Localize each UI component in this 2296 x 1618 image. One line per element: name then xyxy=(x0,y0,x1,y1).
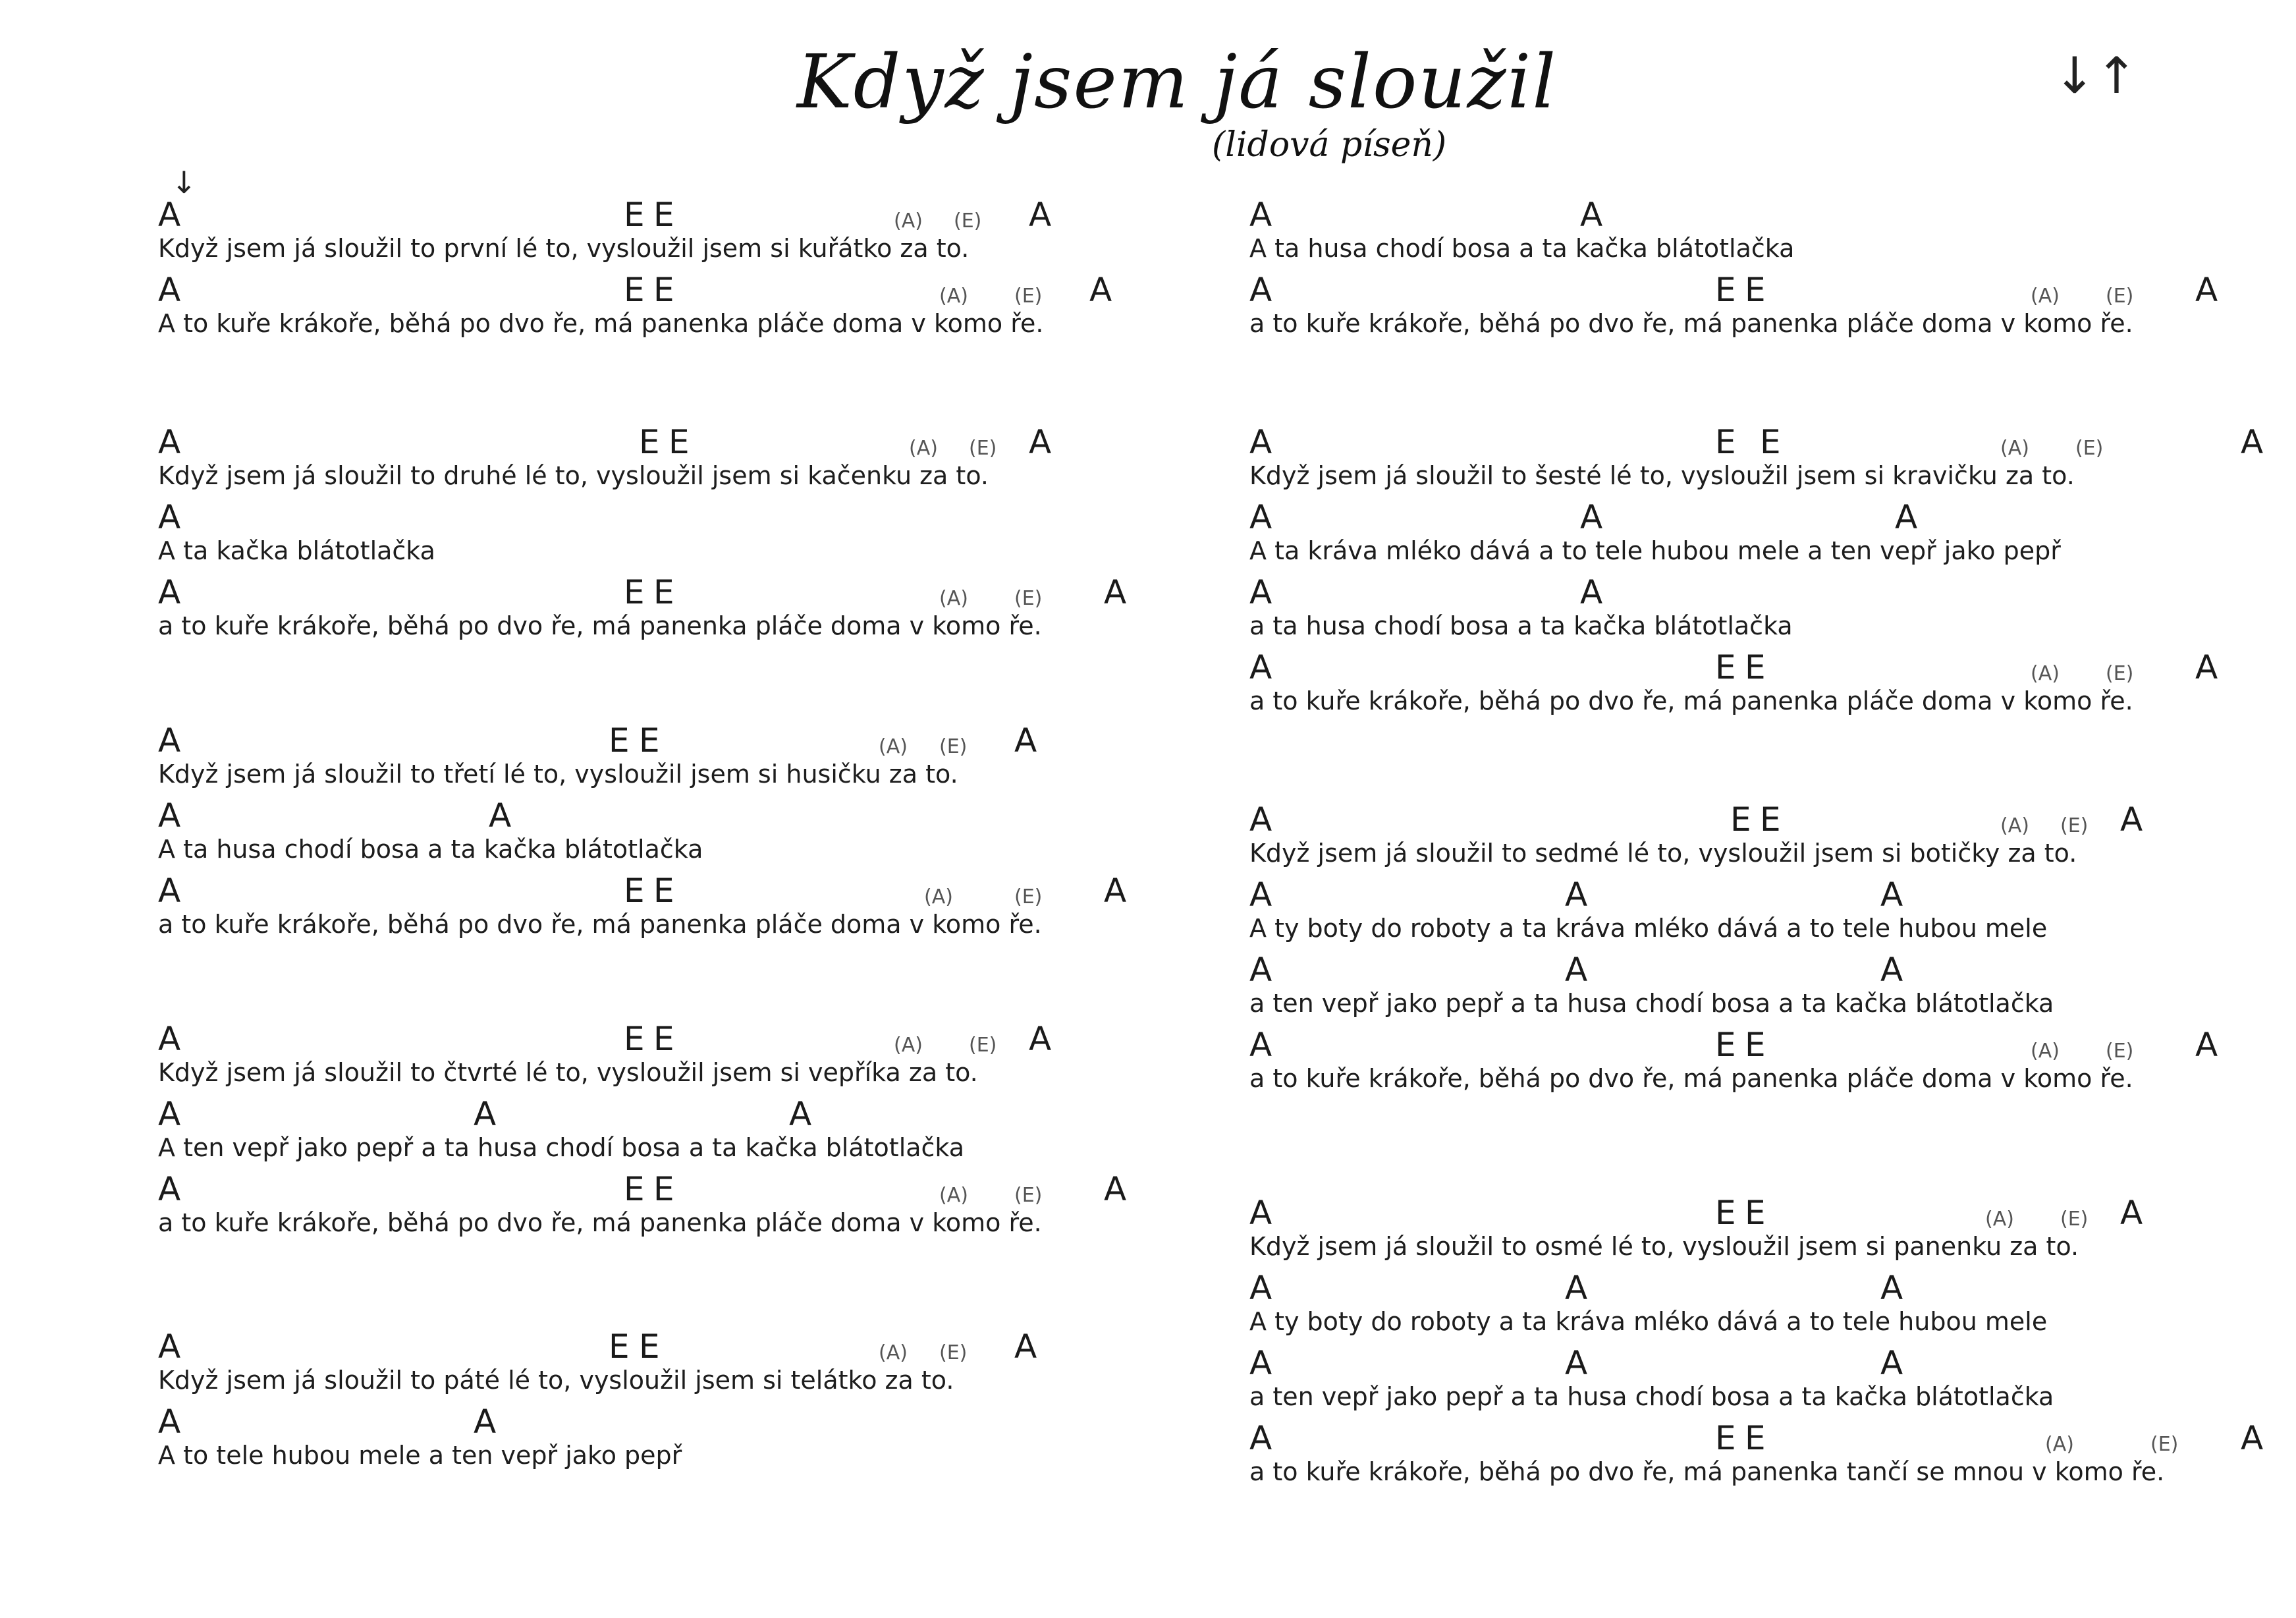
chord-symbol: A xyxy=(789,1095,812,1133)
chord-symbol: A xyxy=(158,1403,181,1441)
chord-symbol: E xyxy=(639,423,660,461)
lyric-text: a to kuře krákoře, běhá po dvo ře, má panenka pláče doma v komo ře. xyxy=(1249,686,2133,715)
chord-symbol: A xyxy=(1580,498,1603,536)
chord-symbol: A xyxy=(1580,196,1603,234)
optional-chord-symbol: (E) xyxy=(969,437,997,460)
optional-chord-symbol: (E) xyxy=(939,735,968,758)
chord-symbol: A xyxy=(1880,951,1903,989)
lyric-line xyxy=(158,874,1146,947)
chord-symbol: A xyxy=(1249,1344,1272,1382)
lyric-text: a to kuře krákoře, běhá po dvo ře, má panenka pláče doma v komo ře. xyxy=(158,910,1042,939)
chord-symbol: E xyxy=(1715,423,1736,461)
chord-symbol: E xyxy=(669,423,690,461)
chord-symbol: E xyxy=(609,1327,630,1366)
chord-symbol: A xyxy=(2120,800,2143,839)
chord-symbol: A xyxy=(1249,196,1272,234)
chord-symbol: A xyxy=(1249,800,1272,839)
chord-symbol: A xyxy=(1089,271,1112,309)
chord-symbol: E xyxy=(1760,800,1781,839)
lyric-text: Když jsem já sloužil to šesté lé to, vysloužil jsem si kravičku za to. xyxy=(1249,461,2075,490)
lyric-line xyxy=(158,198,1146,271)
chord-symbol: E xyxy=(1715,1026,1736,1064)
chord-symbol: A xyxy=(1104,872,1127,910)
chord-symbol: A xyxy=(1249,271,1272,309)
lyric-text: a to kuře krákoře, běhá po dvo ře, má panenka pláče doma v komo ře. xyxy=(1249,1064,2133,1093)
lyric-text: A ta kačka blátotlačka xyxy=(158,536,435,565)
chord-symbol: A xyxy=(474,1403,497,1441)
lyric-line xyxy=(1249,953,2237,1026)
optional-chord-symbol: (A) xyxy=(2031,662,2060,685)
lyric-text: Když jsem já sloužil to osmé lé to, vysloužil jsem si panenku za to. xyxy=(1249,1232,2079,1261)
lyric-line xyxy=(158,273,1146,347)
optional-chord-symbol: (E) xyxy=(2060,1208,2089,1231)
lyric-text: Když jsem já sloužil to čtvrté lé to, vysloužil jsem si vepříka za to. xyxy=(158,1058,978,1087)
lyric-text: a to kuře krákoře, běhá po dvo ře, má panenka tančí se mnou v komo ře. xyxy=(1249,1457,2165,1486)
lyric-line xyxy=(158,575,1146,649)
lyric-text: A to tele hubou mele a ten vepř jako pepř xyxy=(158,1441,682,1470)
chord-symbol: A xyxy=(474,1095,497,1133)
optional-chord-symbol: (E) xyxy=(969,1034,997,1057)
lyric-text: A to kuře krákoře, běhá po dvo ře, má panenka pláče doma v komo ře. xyxy=(158,309,1044,338)
chord-symbol: A xyxy=(2195,1026,2218,1064)
lyric-text: a ta husa chodí bosa a ta kačka blátotlačka xyxy=(1249,611,1793,640)
lyric-text: A ty boty do roboty a ta kráva mléko dává a to tele hubou mele xyxy=(1249,914,2048,943)
lyric-text: A ta husa chodí bosa a ta kačka blátotlačka xyxy=(158,835,703,864)
strum-down-mark: ↓ xyxy=(171,165,197,200)
chord-symbol: A xyxy=(158,423,181,461)
optional-chord-symbol: (E) xyxy=(2106,662,2134,685)
optional-chord-symbol: (A) xyxy=(879,1341,908,1364)
lyric-line xyxy=(1249,1028,2237,1102)
lyric-line xyxy=(158,500,1146,574)
chord-symbol: A xyxy=(1565,951,1588,989)
chord-symbol: E xyxy=(624,196,645,234)
optional-chord-symbol: (A) xyxy=(894,1034,923,1057)
chord-symbol: E xyxy=(1745,648,1766,686)
lyric-text: Když jsem já sloužil to páté lé to, vysloužil jsem si telátko za to. xyxy=(158,1366,954,1395)
optional-chord-symbol: (A) xyxy=(2031,285,2060,308)
chord-symbol: A xyxy=(1880,876,1903,914)
chord-symbol: A xyxy=(489,796,512,835)
lyric-line xyxy=(158,1172,1146,1246)
lyric-text: A ten vepř jako pepř a ta husa chodí bosa a ta kačka blátotlačka xyxy=(158,1133,965,1162)
chord-symbol: A xyxy=(2195,648,2218,686)
chord-symbol: A xyxy=(158,498,181,536)
lyric-line xyxy=(1249,575,2237,649)
optional-chord-symbol: (E) xyxy=(2150,1433,2179,1456)
lyric-text: A ty boty do roboty a ta kráva mléko dává a to tele hubou mele xyxy=(1249,1307,2048,1336)
chord-symbol: A xyxy=(1565,876,1588,914)
chord-symbol: E xyxy=(1760,423,1781,461)
optional-chord-symbol: (A) xyxy=(1985,1208,2014,1231)
chord-symbol: E xyxy=(653,1020,674,1058)
chord-symbol: A xyxy=(2120,1194,2143,1232)
lyric-text: a ten vepř jako pepř a ta husa chodí bosa a ta kačka blátotlačka xyxy=(1249,1382,2054,1411)
lyric-line xyxy=(158,1097,1146,1171)
lyric-line xyxy=(158,425,1146,499)
chord-symbol: A xyxy=(158,1170,181,1208)
chord-symbol: A xyxy=(1249,573,1272,611)
optional-chord-symbol: (E) xyxy=(2106,1040,2134,1063)
chord-symbol: E xyxy=(1745,1026,1766,1064)
optional-chord-symbol: (A) xyxy=(879,735,908,758)
optional-chord-symbol: (A) xyxy=(909,437,938,460)
lyric-line xyxy=(1249,1196,2237,1269)
chord-symbol: A xyxy=(1014,1327,1037,1366)
optional-chord-symbol: (E) xyxy=(2060,814,2089,837)
lyric-line xyxy=(1249,650,2237,724)
chord-symbol: A xyxy=(158,271,181,309)
chord-symbol: E xyxy=(653,271,674,309)
optional-chord-symbol: (E) xyxy=(2106,285,2134,308)
optional-chord-symbol: (E) xyxy=(1014,1184,1043,1207)
chord-symbol: A xyxy=(1014,721,1037,760)
chord-symbol: A xyxy=(1895,498,1918,536)
lyric-line xyxy=(1249,1271,2237,1345)
chord-symbol: A xyxy=(1249,1194,1272,1232)
lyric-text: A ta husa chodí bosa a ta kačka blátotlačka xyxy=(1249,234,1795,263)
lyric-text: Když jsem já sloužil to sedmé lé to, vysloužil jsem si botičky za to. xyxy=(1249,839,2077,868)
lyric-line xyxy=(1249,500,2237,574)
lyric-line xyxy=(158,723,1146,797)
chord-symbol: A xyxy=(158,872,181,910)
chord-symbol: A xyxy=(158,1327,181,1366)
chord-symbol: A xyxy=(1029,423,1052,461)
chord-symbol: E xyxy=(639,1327,660,1366)
chord-symbol: A xyxy=(1029,196,1052,234)
chord-symbol: A xyxy=(1249,951,1272,989)
optional-chord-symbol: (A) xyxy=(924,885,953,908)
chord-symbol: A xyxy=(1249,1419,1272,1457)
chord-symbol: E xyxy=(1715,1194,1736,1232)
lyric-text: a to kuře krákoře, běhá po dvo ře, má panenka pláče doma v komo ře. xyxy=(1249,309,2133,338)
optional-chord-symbol: (A) xyxy=(939,1184,968,1207)
chord-symbol: A xyxy=(1029,1020,1052,1058)
chord-symbol: E xyxy=(1745,271,1766,309)
chord-symbol: A xyxy=(1249,648,1272,686)
optional-chord-symbol: (A) xyxy=(939,587,968,610)
chord-symbol: A xyxy=(1565,1344,1588,1382)
chord-symbol: A xyxy=(2241,423,2264,461)
lyric-line xyxy=(1249,802,2237,876)
lyric-text: A ta kráva mléko dává a to tele hubou mele a ten vepř jako pepř xyxy=(1249,536,2061,565)
lyric-text: Když jsem já sloužil to první lé to, vysloužil jsem si kuřátko za to. xyxy=(158,234,970,263)
lyric-text: a to kuře krákoře, běhá po dvo ře, má panenka pláče doma v komo ře. xyxy=(158,1208,1042,1237)
strum-pattern-arrows: ↓↑ xyxy=(2054,46,2138,105)
chord-symbol: A xyxy=(1880,1344,1903,1382)
chord-symbol: A xyxy=(158,721,181,760)
lyric-line xyxy=(1249,423,2264,499)
chord-symbol: E xyxy=(1730,800,1751,839)
optional-chord-symbol: (A) xyxy=(2000,814,2029,837)
chord-symbol: A xyxy=(158,196,181,234)
chord-symbol: E xyxy=(624,1170,645,1208)
chord-symbol: A xyxy=(1249,876,1272,914)
chord-symbol: E xyxy=(624,1020,645,1058)
chord-symbol: A xyxy=(1249,1026,1272,1064)
chord-symbol: E xyxy=(1745,1194,1766,1232)
optional-chord-symbol: (A) xyxy=(2045,1433,2074,1456)
lyric-line xyxy=(158,1329,1146,1403)
lyric-text: Když jsem já sloužil to druhé lé to, vysloužil jsem si kačenku za to. xyxy=(158,461,989,490)
chord-symbol: A xyxy=(2241,1419,2264,1457)
chord-symbol: E xyxy=(624,573,645,611)
song-subtitle: (lidová píseň) xyxy=(1212,125,1447,165)
lyric-line xyxy=(158,1022,1146,1096)
optional-chord-symbol: (A) xyxy=(2031,1040,2060,1063)
lyric-text: a to kuře krákoře, běhá po dvo ře, má panenka pláče doma v komo ře. xyxy=(158,611,1042,640)
optional-chord-symbol: (E) xyxy=(1014,587,1043,610)
chord-symbol: E xyxy=(653,573,674,611)
lyric-line xyxy=(1249,198,2237,271)
lyric-text: a ten vepř jako pepř a ta husa chodí bosa a ta kačka blátotlačka xyxy=(1249,989,2054,1018)
optional-chord-symbol: (A) xyxy=(2000,437,2029,460)
lyric-line xyxy=(1249,1346,2237,1420)
chord-symbol: E xyxy=(653,872,674,910)
chord-symbol: E xyxy=(624,872,645,910)
song-title: Když jsem já sloužil xyxy=(797,40,1558,125)
chord-symbol: E xyxy=(1715,1419,1736,1457)
chord-symbol: A xyxy=(158,1095,181,1133)
chord-symbol: E xyxy=(609,721,630,760)
chord-symbol: A xyxy=(158,1020,181,1058)
chord-symbol: A xyxy=(158,796,181,835)
lyric-line xyxy=(158,798,1146,872)
chord-symbol: E xyxy=(1745,1419,1766,1457)
chord-symbol: A xyxy=(1249,498,1272,536)
lyric-line xyxy=(1249,1419,2264,1495)
optional-chord-symbol: (E) xyxy=(939,1341,968,1364)
chord-symbol: A xyxy=(1249,1269,1272,1307)
chord-symbol: E xyxy=(1715,648,1736,686)
lyric-line xyxy=(1249,273,2237,347)
optional-chord-symbol: (A) xyxy=(894,209,923,233)
chord-symbol: A xyxy=(1880,1269,1903,1307)
optional-chord-symbol: (E) xyxy=(2075,437,2104,460)
optional-chord-symbol: (E) xyxy=(954,209,982,233)
lyric-line xyxy=(158,1405,1146,1478)
optional-chord-symbol: (E) xyxy=(1014,885,1043,908)
chord-symbol: A xyxy=(158,573,181,611)
chord-symbol: E xyxy=(624,271,645,309)
chord-symbol: E xyxy=(653,1170,674,1208)
chord-symbol: E xyxy=(639,721,660,760)
optional-chord-symbol: (A) xyxy=(939,285,968,308)
chord-symbol: A xyxy=(2195,271,2218,309)
chord-symbol: A xyxy=(1104,573,1127,611)
lyric-line xyxy=(1249,878,2237,951)
lyric-text: Když jsem já sloužil to třetí lé to, vysloužil jsem si husičku za to. xyxy=(158,760,958,789)
chord-symbol: E xyxy=(653,196,674,234)
chord-symbol: A xyxy=(1565,1269,1588,1307)
optional-chord-symbol: (E) xyxy=(1014,285,1043,308)
chord-symbol: A xyxy=(1580,573,1603,611)
chord-symbol: E xyxy=(1715,271,1736,309)
chord-symbol: A xyxy=(1249,423,1272,461)
chord-symbol: A xyxy=(1104,1170,1127,1208)
